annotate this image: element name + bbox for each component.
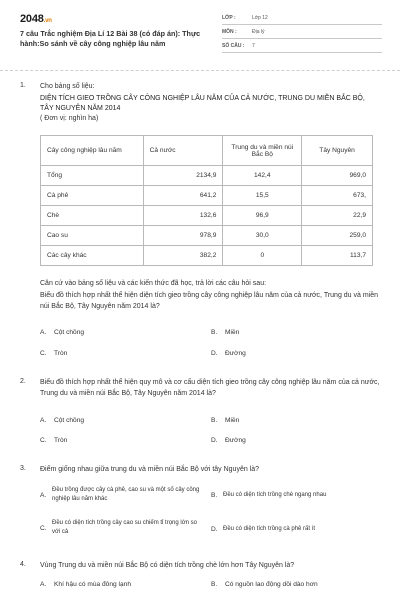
question-number: 1. (20, 82, 26, 89)
option-letter: D. (211, 350, 218, 357)
table-caption: DIỆN TÍCH GIEO TRỒNG CÂY CÔNG NGHIỆP LÂU NĂM CỦA CẢ NƯỚC, TRUNG DU MIỀN BẮC BỘ, TÂY NGUYÊN NĂM 2014 (40, 95, 365, 112)
logo-text: 2048 (20, 13, 44, 25)
table-cell: Cà phê (41, 186, 144, 206)
meta-row-subject (222, 25, 382, 39)
table-cell: Các cây khác (41, 246, 144, 266)
question-intro: Cho bảng số liệu: (40, 83, 95, 90)
worksheet-title: 7 câu Trắc nghiệm Địa Lí 12 Bài 38 (có đáp án): Thực hành:So sánh về cây công nghiệp lâu năm (20, 29, 201, 48)
option-letter: A. (40, 492, 47, 499)
question-text: Biểu đồ thích hợp nhất thể hiện diện tích gieo trồng cây công nghiệp lâu năm của cả nước, Trung du và miền núi Bắc Bộ, Tây Nguyên năm 2014 là? (40, 292, 379, 310)
table-cell: 641,2 (143, 186, 223, 206)
table-row (41, 206, 373, 226)
site-logo[interactable] (20, 13, 52, 25)
table-cell: 22,9 (302, 206, 373, 226)
option-text: Đều trồng được cây cà phê, cao su và một số cây công nghiệp lâu năm khác (52, 487, 200, 502)
option-d[interactable] (211, 350, 246, 357)
option-letter: B. (211, 492, 218, 499)
option-b[interactable] (211, 491, 381, 503)
option-letter: B. (211, 417, 218, 424)
option-text: Miền (225, 329, 240, 336)
question-text: Biểu đồ thích hợp nhất thể hiện quy mô và cơ cấu diện tích gieo trồng cây công nghiệp lâu năm của cả nước, Trung du và miền núi Bắc Bộ, Tây Nguyên năm 2014 là? (40, 379, 380, 397)
option-text: Có nguồn lao động dồi dào hơn (225, 581, 318, 588)
option-text: Đường (225, 437, 246, 444)
option-a[interactable] (40, 486, 205, 506)
table-row (41, 186, 373, 206)
option-text: Khí hậu có mùa đông lạnh (54, 581, 131, 588)
table-header-cell: Tây Nguyên (302, 136, 373, 166)
table-cell: 969,0 (302, 166, 373, 186)
table-row (41, 246, 373, 266)
option-letter: D. (211, 526, 218, 533)
option-a[interactable] (40, 329, 84, 336)
table-cell: 978,9 (143, 226, 223, 246)
option-text: Đều có diện tích trồng cà phê rất ít (223, 526, 316, 532)
table-cell: 0 (223, 246, 302, 266)
table-cell: 113,7 (302, 246, 373, 266)
option-b[interactable] (211, 417, 239, 424)
option-c[interactable] (40, 350, 67, 357)
table-unit: ( Đơn vị: nghìn ha) (40, 115, 99, 122)
table-cell: 673, (302, 186, 373, 206)
logo-suffix: .vn (43, 18, 52, 24)
option-c[interactable] (40, 437, 67, 444)
table-row (41, 226, 373, 246)
table-cell: 259,0 (302, 226, 373, 246)
table-cell: Cao su (41, 226, 144, 246)
table-cell: 96,9 (223, 206, 302, 226)
option-text: Cột chồng (54, 417, 85, 424)
option-text: Tròn (54, 350, 68, 357)
option-text: Miền (225, 417, 240, 424)
question-instruction: Căn cứ vào bảng số liệu và các kiến thức đã học, trả lời các câu hỏi sau: (40, 280, 267, 287)
option-letter: A. (40, 329, 47, 336)
page-header (0, 0, 400, 70)
option-letter: B. (211, 581, 218, 588)
option-d[interactable] (211, 525, 381, 537)
option-text: Cột chồng (54, 329, 85, 336)
table-cell: 132,6 (143, 206, 223, 226)
meta-row-count (222, 39, 382, 53)
meta-value: Địa lý (252, 28, 265, 35)
table-header-cell: Cây công nghiệp lâu năm (41, 136, 144, 166)
table-cell: 15,5 (223, 186, 302, 206)
worksheet-meta (222, 11, 382, 53)
table-cell: Tổng (41, 166, 144, 186)
table-cell: 30,0 (223, 226, 302, 246)
option-text: Tròn (54, 437, 68, 444)
meta-value: 7 (252, 42, 255, 49)
option-c[interactable] (40, 519, 205, 539)
table-header-cell: Cả nước (143, 136, 223, 166)
table-cell: Chè (41, 206, 144, 226)
option-letter: C. (40, 525, 47, 532)
option-letter: B. (211, 329, 218, 336)
meta-key: MÔN : (222, 28, 237, 35)
option-letter: C. (40, 437, 47, 444)
option-text: Đường (225, 350, 246, 357)
option-text: Đều có diện tích trồng cây cao su chiếm tỉ trọng lớn so với cả (52, 520, 198, 535)
table-cell: 382,2 (143, 246, 223, 266)
question-text: Điểm giống nhau giữa trung du và miền núi Bắc Bộ với tây Nguyên là? (40, 466, 260, 473)
table-row (41, 166, 373, 186)
question-number: 4. (20, 561, 26, 568)
question-number: 2. (20, 378, 26, 385)
meta-key: SỐ CÂU : (222, 42, 245, 49)
option-letter: A. (40, 581, 47, 588)
option-b[interactable] (211, 581, 318, 588)
table-header-row (41, 136, 373, 166)
meta-key: LỚP : (222, 14, 236, 21)
data-table (40, 135, 373, 266)
meta-row-class (222, 11, 382, 25)
option-a[interactable] (40, 581, 131, 588)
header-divider (0, 70, 400, 71)
question-text: Vùng Trung du và miền núi Bắc Bộ có diện tích trồng chè lớn hơn Tây Nguyên là? (40, 562, 295, 569)
option-letter: C. (40, 350, 47, 357)
option-a[interactable] (40, 417, 84, 424)
meta-value: Lớp 12 (252, 14, 268, 21)
option-b[interactable] (211, 329, 239, 336)
table-cell: 142,4 (223, 166, 302, 186)
option-d[interactable] (211, 437, 246, 444)
option-letter: A. (40, 417, 47, 424)
table-cell: 2134,9 (143, 166, 223, 186)
option-letter: D. (211, 437, 218, 444)
table-header-cell: Trung du và miền núi Bắc Bộ (223, 136, 302, 166)
option-text: Đều có diện tích trồng chè ngang nhau (223, 492, 327, 498)
question-number: 3. (20, 465, 26, 472)
